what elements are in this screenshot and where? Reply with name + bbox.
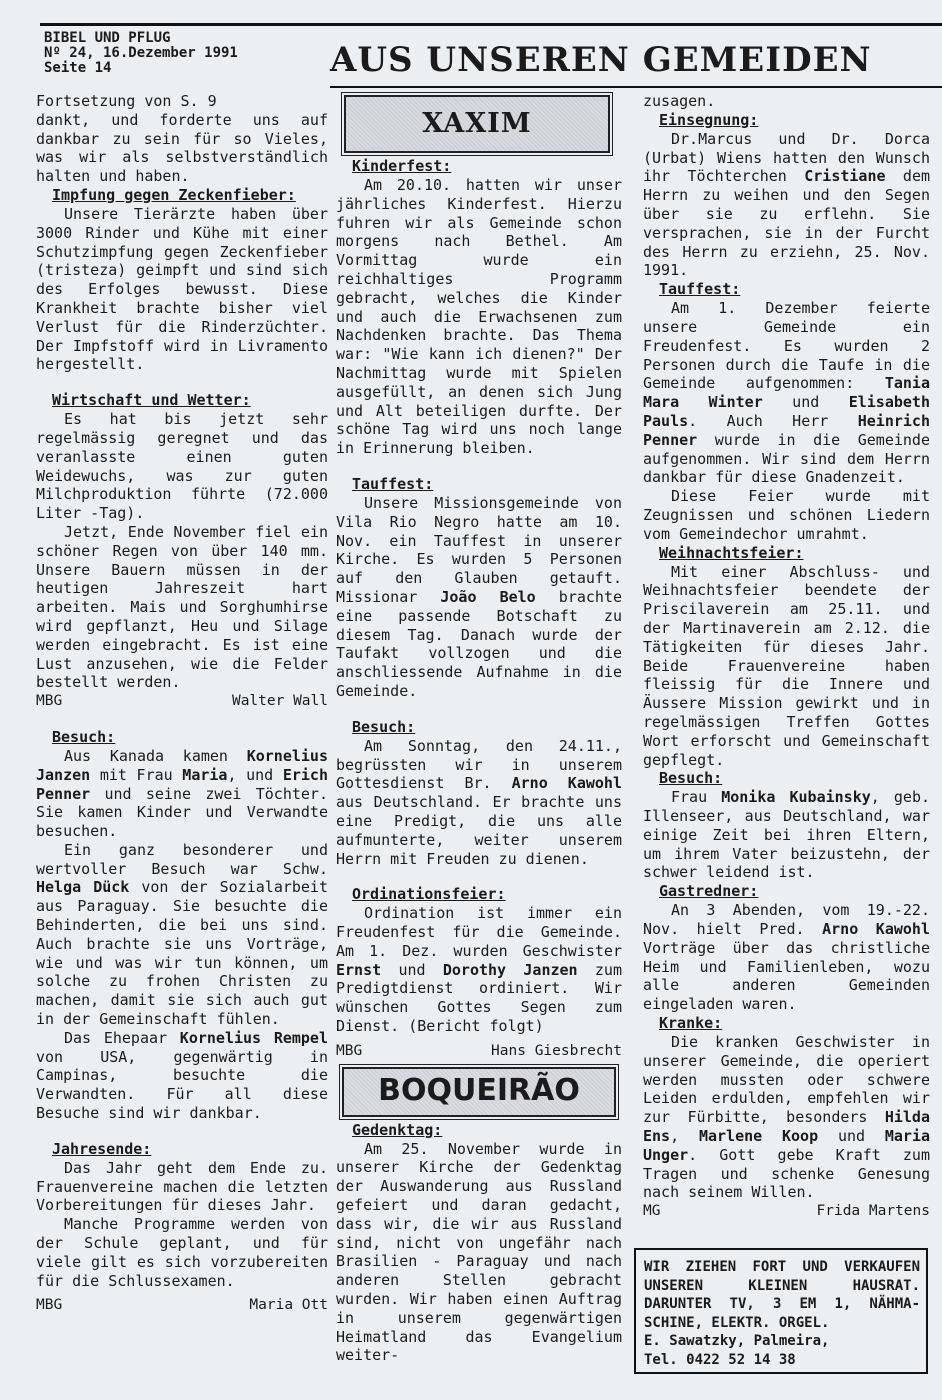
- text-weihnachtsfeier: Mit einer Abschluss- und Weihnachtsfeier beendete der Priscilaverein am 25.11. und der Martinaverein am 2.12. die Tätigkeiten für dieses Jahr. Beide Frauenvereine haben fleissig für die Innere und Äussere Mission gewirkt und in regelmässigen Treffen Gottes Wort erforscht und Gemeinschaft gepflegt.: [643, 562, 930, 769]
- heading-gedenktag: Gedenktag:: [352, 1120, 443, 1139]
- text-wirtschaft-1: Es hat bis jetzt sehr regelmässig geregnet und das veranlasste einen guten Weidewuchs, was zur guten Milchproduktion führte (72.000 Liter -Tag).: [36, 410, 328, 523]
- section-banner-boqueirao: [342, 1067, 616, 1117]
- signature-author: Walter Wall: [231, 693, 328, 710]
- signature-abbrev: MBG: [36, 1297, 63, 1314]
- section-title-xaxim: XAXIM: [422, 107, 532, 139]
- heading-besuch-3: Besuch:: [659, 769, 723, 788]
- text-gedenktag: Am 25. November wurde in unserer Kirche der Gedenktag der Auswanderung aus Russland gefeiert und daran gedacht, dass wir, die wir aus Russland sind, nicht von ungefähr nach Brasilien - Paraguay und nach anderen Stellen gebracht wurden. Wir haben einen Auftrag in unserem gegenwärtigen Heimatland das Evangelium weiter-: [336, 1139, 622, 1365]
- column-3: [643, 92, 930, 1221]
- text-einsegnung: Dr.Marcus und Dr. Dorca (Urbat) Wiens hatten den Wunsch ihr Töchterchen Cristiane dem Herrn zu weihen und den Segen über sie zu erflehn. Sie versprachen, sie in der Furcht des Herrn zu erziehn, 25. Nov. 1991.: [643, 129, 931, 280]
- heading-tauffest-2: Tauffest:: [659, 280, 741, 299]
- publication-name: BIBEL UND PFLUG: [44, 30, 171, 46]
- classified-ad-box: [634, 1248, 928, 1374]
- continuation-text-3: zusagen.: [643, 92, 716, 110]
- signature-author: Hans Giesbrecht: [491, 1042, 622, 1059]
- ad-line-6: Tel. 0422 52 14 38: [644, 1351, 796, 1368]
- page-title: AUS UNSEREN GEMEIDEN: [330, 40, 872, 80]
- signature-kranke: [643, 1202, 930, 1221]
- text-besuch-1a: Aus Kanada kamen Kornelius Janzen mit Frau Maria, und Erich Penner und seine zwei Töchter. Sie kamen Kinder und Verwandte besuchen.: [36, 746, 328, 841]
- heading-gastredner: Gastredner:: [659, 882, 759, 901]
- text-tauffest-1: Unsere Missionsgemeinde von Vila Rio Negro hatte am 10. Nov. ein Tauffest in unserer Kirche. Es wurden 5 Personen auf den Glauben getauft. Missionar João Belo brachte eine passende Botschaft zu diesem Tag. Danach wurde der Taufakt vollzogen und die anschliessende Aufnahme in die Gemeinde.: [336, 493, 623, 700]
- heading-ordination: Ordinationsfeier:: [352, 885, 506, 904]
- signature-wirtschaft: [36, 692, 328, 711]
- text-ordination: Ordination ist immer ein Freudenfest für die Gemeinde. Am 1. Dez. wurden Geschwister Ernst und Dorothy Janzen zum Predigtdienst ordiniert. Wir wünschen Gottes Segen zum Dienst. (Bericht folgt): [336, 904, 622, 1036]
- heading-besuch-2: Besuch:: [352, 717, 416, 736]
- ad-line-2: UNSEREN KLEINEN HAUSRAT.: [644, 1277, 920, 1294]
- heading-wirtschaft: Wirtschaft und Wetter:: [52, 391, 251, 410]
- ad-line-4: SCHINE, ELEKTR. ORGEL.: [644, 1314, 830, 1331]
- continuation-note: Fortsetzung von S. 9: [36, 92, 217, 110]
- text-besuch-1c: Das Ehepaar Kornelius Rempel von USA, gegenwärtig in Campinas, besuchte die Verwandten. Für all diese Besuche sind wir dankbar.: [36, 1028, 328, 1123]
- signature-author: Frida Martens: [816, 1203, 930, 1220]
- heading-impfung: Impfung gegen Zeckenfieber:: [52, 185, 296, 204]
- text-kinderfest: Am 20.10. hatten wir unser jährliches Kinderfest. Hierzu fuhren wir als Gemeinde schon morgens nach Bethel. Am Vormittag wurde ein reichhaltiges Programm gebracht, welches die Kinder und auch die Erwachsenen zum Nachdenken brachte. Das Thema war: "Wie kann ich dienen?" Der Nachmittag wurde mit Spielen ausgefüllt, an denen sich Jung und Alt beteiligen durfte. Der schöne Tag wird uns noch lange in Erinnerung bleiben.: [336, 176, 622, 458]
- signature-abbrev: MBG: [336, 1042, 363, 1059]
- signature-ordination: [336, 1042, 622, 1061]
- signature-author: Maria Ott: [249, 1297, 328, 1314]
- header-rule-top: [40, 23, 942, 26]
- section-banner-xaxim: [344, 95, 610, 153]
- text-kranke: Die kranken Geschwister in unserer Gemeinde, die operiert werden mussten oder schwere Leiden erdulden, empfehlen wir zur Fürbitte, besonders Hilda Ens, Marlene Koop und Maria Unger. Gott gebe Kraft zum Tragen und schenke Genesung nach seinem Willen.: [643, 1033, 931, 1202]
- text-wirtschaft-2: Jetzt, Ende November fiel ein schöner Regen von über 140 mm. Unsere Bauern müssen in der heutigen Jahreszeit hart arbeiten. Mais und Sorghumhirse wird gepflanzt, Heu und Silage werden eingebracht. Es ist eine Lust anzusehen, wie die Felder bestellt werden.: [36, 522, 328, 692]
- text-gastredner: An 3 Abenden, vom 19.-22. Nov. hielt Pred. Arno Kawohl Vorträge über das christliche Heim und Familienleben, wozu alle anderen Gemeinden eingeladen waren.: [643, 901, 930, 1014]
- heading-jahresende: Jahresende:: [52, 1139, 152, 1158]
- signature-abbrev: MG: [643, 1203, 661, 1220]
- text-tauffest-2b: Diese Feier wurde mit Zeugnissen und schönen Liedern vom Gemeindechor umrahmt.: [643, 487, 930, 543]
- text-tauffest-2a: Am 1. Dezember feierte unsere Gemeinde ein Freudenfest. Es wurden 2 Personen durch die Taufe in die Gemeinde aufgenommen: Tania Mara Winter und Elisabeth Pauls. Auch Herr Heinrich Penner wurde in die Gemeinde aufgenommen. Wir sind dem Herrn dankbar für diese Gnadenzeit.: [643, 299, 930, 487]
- text-jahresende-2: Manche Programme werden von der Schule geplant, und für viele gilt es sich vorzubereiten für die Schlussexamen.: [36, 1215, 328, 1290]
- header-rule-bottom: [330, 86, 942, 88]
- ad-line-5: E. Sawatzky, Palmeira,: [644, 1333, 830, 1349]
- section-title-boqueirao: BOQUEIRÃO: [378, 1073, 580, 1109]
- column-2: [336, 95, 622, 1365]
- signature-abbrev: MBG: [36, 693, 63, 710]
- text-impfung: Unsere Tierärzte haben über 3000 Rinder und Kühe mit einer Schutzimpfung gegen Zeckenfieber (tristeza) geimpft und sind sich des Erfolges bewusst. Diese Krankheit brachte bisher viel Verlust für die Rinderzüchter. Der Impfstoff wird in Livramento hergestellt.: [36, 204, 328, 374]
- ad-line-3: DARUNTER TV, 3 EM 1, NÄHMA-: [644, 1296, 920, 1312]
- heading-weihnachtsfeier: Weihnachtsfeier:: [659, 543, 804, 562]
- header-meta: [44, 31, 238, 76]
- text-jahresende-1: Das Jahr geht dem Ende zu. Frauenvereine machen die letzten Vorbereitungen für dieses Jahr.: [36, 1158, 328, 1215]
- issue-info: Nº 24, 16.Dezember 1991: [44, 45, 238, 61]
- heading-einsegnung: Einsegnung:: [659, 110, 759, 129]
- text-besuch-3: Frau Monika Kubainsky, geb. Illenseer, aus Deutschland, war einige Zeit bei ihren Eltern, um ihrem Vater beizustehn, der schwer leidend ist.: [643, 788, 931, 882]
- heading-tauffest-1: Tauffest:: [352, 474, 434, 493]
- continuation-text: dankt, und forderte uns auf dankbar zu sein für so Vieles, was wir als selbstverständlich halten und haben.: [36, 110, 328, 186]
- signature-jahresende: [36, 1296, 328, 1315]
- text-besuch-2: Am Sonntag, den 24.11., begrüssten wir in unserem Gottesdienst Br. Arno Kawohl aus Deutschland. Er brachte uns eine Predigt, die uns alle aufmunterte, weiter unserem Herrn mit Freuden zu dienen.: [336, 736, 622, 868]
- heading-besuch-1: Besuch:: [52, 727, 116, 746]
- heading-kranke: Kranke:: [659, 1014, 723, 1033]
- heading-kinderfest: Kinderfest:: [352, 157, 452, 175]
- page-number: Seite 14: [44, 60, 112, 76]
- column-1: [36, 92, 328, 1315]
- ad-line-1: WIR ZIEHEN FORT UND VERKAUFEN: [644, 1259, 920, 1275]
- text-besuch-1b: Ein ganz besonderer und wertvoller Besuch war Schw. Helga Dück von der Sozialarbeit aus Paraguay. Sie besuchte die Behinderten, die bei uns sind. Auch brachte sie uns Vorträge, wie und was wir tun können, um solche zu frohen Christen zu machen, damit sie sich auch gut in der Gemeinschaft fühlen.: [36, 840, 328, 1029]
